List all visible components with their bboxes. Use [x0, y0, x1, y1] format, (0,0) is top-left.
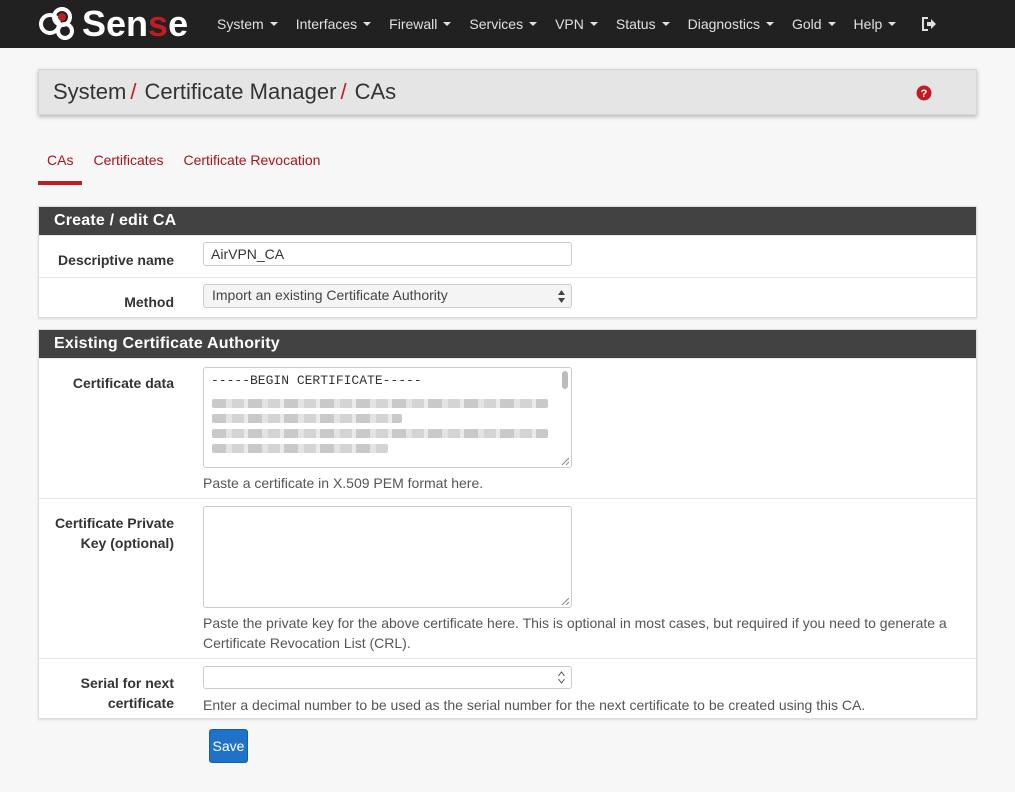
- resize-handle-icon[interactable]: [561, 457, 569, 465]
- breadcrumb-certificate-manager[interactable]: Certificate Manager: [144, 79, 337, 104]
- serial-help: Enter a decimal number to be used as the serial number for the next certificate to be created using this CA.: [203, 697, 866, 713]
- tab-bar: [38, 145, 331, 185]
- panel-heading: Create / edit CA: [39, 207, 976, 235]
- nav-diagnostics[interactable]: Diagnostics: [679, 0, 783, 48]
- save-button[interactable]: Save: [209, 729, 248, 763]
- nav-status[interactable]: Status: [607, 0, 679, 48]
- select-arrows-icon: [558, 290, 565, 303]
- tab-cas[interactable]: CAs: [38, 145, 82, 185]
- private-key-row: [39, 498, 976, 658]
- certificate-data-help: Paste a certificate in X.509 PEM format here.: [203, 475, 484, 491]
- method-label: Method: [124, 294, 174, 310]
- descriptive-name-row: [39, 235, 976, 277]
- breadcrumb-system[interactable]: System: [53, 79, 127, 104]
- private-key-label: Certificate Private Key (optional): [54, 515, 174, 551]
- nav-gold[interactable]: Gold: [783, 0, 845, 48]
- top-navbar: [0, 0, 1015, 48]
- caret-down-icon: [888, 22, 896, 26]
- create-edit-ca-panel: [38, 206, 977, 318]
- caret-down-icon: [766, 22, 774, 26]
- serial-number-input[interactable]: [203, 666, 572, 689]
- caret-down-icon: [363, 22, 371, 26]
- tab-certificate-revocation[interactable]: Certificate Revocation: [183, 152, 321, 168]
- caret-down-icon: [662, 22, 670, 26]
- nav-services[interactable]: Services: [460, 0, 546, 48]
- page-title: CAs: [354, 79, 397, 104]
- breadcrumb-separator: /: [340, 79, 347, 104]
- caret-down-icon: [270, 22, 278, 26]
- logout-button[interactable]: [905, 0, 947, 48]
- method-row: [39, 277, 976, 318]
- logout-icon: [920, 15, 938, 33]
- panel-heading: Existing Certificate Authority: [39, 330, 976, 358]
- tab-certificates[interactable]: Certificates: [93, 152, 164, 168]
- nav-vpn[interactable]: VPN: [546, 0, 607, 48]
- logo-circles-icon: [38, 7, 80, 41]
- breadcrumb: [38, 69, 977, 115]
- existing-ca-panel: [38, 329, 977, 719]
- svg-text:?: ?: [920, 88, 928, 101]
- redacted-line: [212, 429, 548, 438]
- descriptive-name-label: Descriptive name: [58, 252, 174, 268]
- caret-down-icon: [828, 22, 836, 26]
- method-selected-value: Import an existing Certificate Authority: [212, 287, 448, 303]
- nav-system[interactable]: System: [208, 0, 287, 48]
- nav-firewall[interactable]: Firewall: [380, 0, 460, 48]
- certificate-data-textarea[interactable]: [203, 367, 572, 468]
- serial-row: [39, 658, 976, 718]
- caret-down-icon: [590, 22, 598, 26]
- certificate-data-first-line: -----BEGIN CERTIFICATE-----: [211, 373, 422, 388]
- caret-down-icon: [443, 22, 451, 26]
- redacted-line: [212, 399, 548, 408]
- nav-menu: [208, 0, 947, 48]
- method-select[interactable]: [203, 284, 572, 308]
- spinner-arrows-icon[interactable]: [558, 671, 565, 684]
- nav-help[interactable]: Help: [845, 0, 906, 48]
- descriptive-name-input[interactable]: [203, 242, 572, 266]
- nav-interfaces[interactable]: Interfaces: [287, 0, 380, 48]
- serial-label: Serial for next certificate: [80, 675, 174, 711]
- certificate-data-row: [39, 358, 976, 498]
- logo-text: Sense: [82, 3, 189, 44]
- resize-handle-icon[interactable]: [561, 597, 569, 605]
- certificate-data-label: Certificate data: [72, 375, 174, 391]
- redacted-line: [212, 444, 388, 453]
- breadcrumb-separator: /: [130, 79, 137, 104]
- private-key-help: Paste the private key for the above certificate here. This is optional in most cases, but required if you need to generate a Certificate Revocation List (CRL).: [203, 615, 947, 651]
- textarea-scrollbar[interactable]: [562, 371, 568, 389]
- help-icon[interactable]: [916, 85, 932, 101]
- brand-logo[interactable]: [38, 4, 188, 44]
- private-key-textarea[interactable]: [203, 506, 572, 608]
- caret-down-icon: [529, 22, 537, 26]
- redacted-line: [212, 414, 402, 423]
